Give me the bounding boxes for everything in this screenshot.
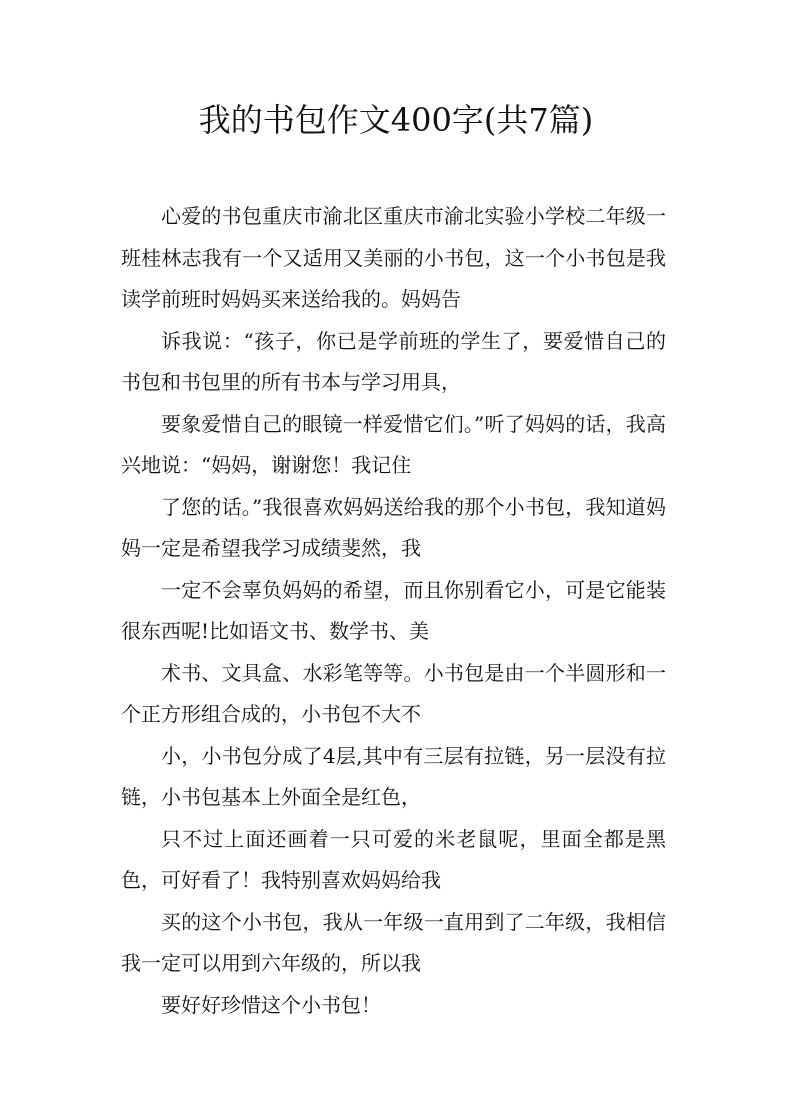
paragraph: 要好好珍惜这个小书包！ [161, 992, 381, 1017]
document-title: 我的书包作文400字(共7篇) [198, 101, 594, 139]
paragraph: 只不过上面还画着一只可爱的米老鼠呢，里面全都是黑色，可好看了！我特别喜欢妈妈给我 [121, 826, 666, 892]
paragraph: 心爱的书包重庆市渝北区重庆市渝北实验小学校二年级一班桂林志我有一个又适用又美丽的小书包，这一个小书包是我读学前班时妈妈买来送给我的。妈妈告 [121, 204, 666, 311]
paragraph: 小，小书包分成了4层,其中有三层有拉链，另一层没有拉链，小书包基本上外面全是红色， [121, 743, 666, 809]
paragraph: 诉我说：“孩子，你已是学前班的学生了，要爱惜自己的书包和书包里的所有书本与学习用具， [121, 328, 666, 394]
document-body [121, 196, 666, 1026]
paragraph: 买的这个小书包，我从一年级一直用到了二年级，我相信我一定可以用到六年级的，所以我 [121, 909, 666, 975]
paragraph: 一定不会辜负妈妈的希望，而且你别看它小，可是它能装很东西呢!比如语文书、数学书、美 [121, 577, 666, 643]
paragraph: 术书、文具盒、水彩笔等等。小书包是由一个半圆形和一个正方形组合成的，小书包不大不 [121, 660, 666, 726]
paragraph: 要象爱惜自己的眼镜一样爱惜它们。”听了妈妈的话，我高兴地说：“妈妈，谢谢您！我记住 [121, 411, 666, 477]
paragraph: 了您的话。”我很喜欢妈妈送给我的那个小书包，我知道妈妈一定是希望我学习成绩斐然，我 [121, 494, 666, 560]
